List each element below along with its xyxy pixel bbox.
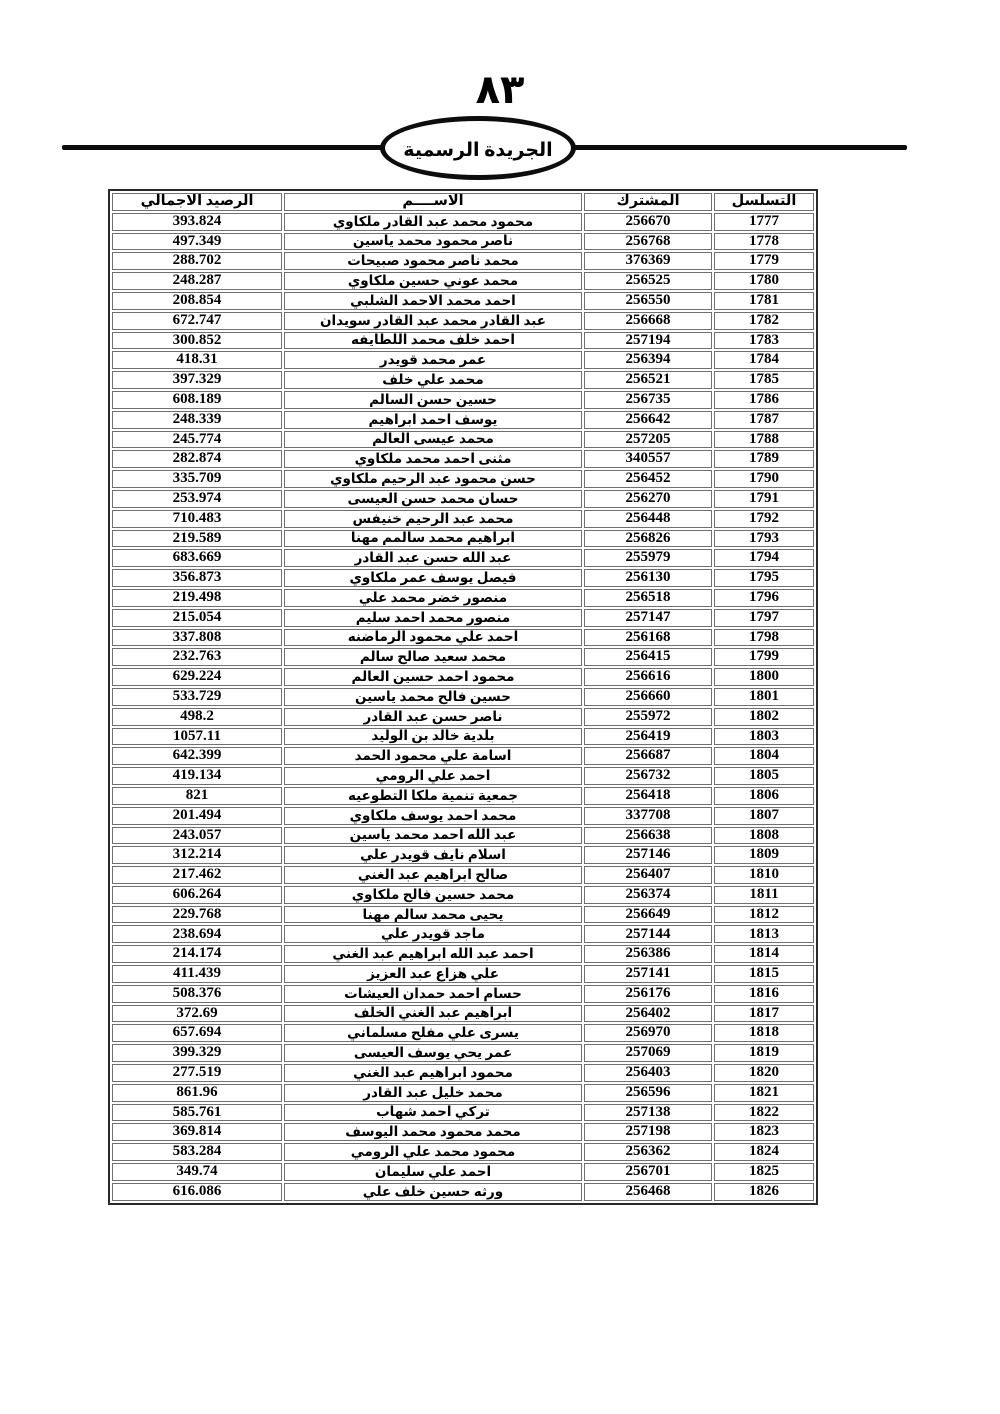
table-row [112,827,814,845]
name-cell: حسين حسن السالم [284,391,582,409]
subscriber-cell: 256130 [584,569,712,587]
serial-cell: 1813 [714,925,814,943]
serial-cell: 1816 [714,985,814,1003]
name-cell: حسن محمود عبد الرحيم ملكاوي [284,470,582,488]
balance-cell: 585.761 [112,1104,282,1122]
name-cell: محمود محمد علي الرومي [284,1143,582,1161]
name-cell: محمود ابراهيم عبد الغني [284,1064,582,1082]
balance-cell: 335.709 [112,470,282,488]
name-cell: محمد سعيد صالح سالم [284,648,582,666]
serial-cell: 1789 [714,450,814,468]
subscriber-cell: 256660 [584,688,712,706]
name-cell: حسان محمد حسن العيسى [284,490,582,508]
name-cell: اسلام نايف قويدر علي [284,846,582,864]
subscriber-cell: 255979 [584,549,712,567]
serial-cell: 1811 [714,886,814,904]
name-cell: ناصر محمود محمد ياسين [284,233,582,251]
subscriber-cell: 256419 [584,728,712,746]
name-cell: بلدية خالد بن الوليد [284,728,582,746]
name-cell: محمد علي خلف [284,371,582,389]
serial-cell: 1819 [714,1044,814,1062]
subscriber-cell: 257147 [584,609,712,627]
table-row [112,688,814,706]
balance-cell: 657.694 [112,1024,282,1042]
name-cell: ناصر حسن عبد القادر [284,708,582,726]
subscriber-cell: 256176 [584,985,712,1003]
table-row [112,906,814,924]
balance-cell: 508.376 [112,985,282,1003]
name-cell: محمود محمد عبد القادر ملكاوي [284,213,582,231]
serial-cell: 1785 [714,371,814,389]
subscriber-cell: 256616 [584,668,712,686]
table-row [112,233,814,251]
serial-cell: 1783 [714,332,814,350]
serial-cell: 1778 [714,233,814,251]
table-row [112,569,814,587]
name-cell: مثنى احمد محمد ملكاوي [284,450,582,468]
balance-cell: 349.74 [112,1163,282,1181]
serial-cell: 1777 [714,213,814,231]
subscriber-cell: 257198 [584,1123,712,1141]
serial-cell: 1803 [714,728,814,746]
table-row [112,292,814,310]
table-row [112,1084,814,1102]
balance-cell: 238.694 [112,925,282,943]
name-cell: يوسف احمد ابراهيم [284,411,582,429]
serial-cell: 1820 [714,1064,814,1082]
table-row [112,747,814,765]
table-row [112,272,814,290]
subscriber-cell: 256670 [584,213,712,231]
serial-header: التسلسل [714,193,814,211]
name-cell: محمد حسين فالح ملكاوي [284,886,582,904]
balance-cell: 821 [112,787,282,805]
subscriber-cell: 256407 [584,866,712,884]
name-cell: محمد محمود محمد اليوسف [284,1123,582,1141]
subscriber-cell: 257138 [584,1104,712,1122]
name-cell: محمد عوني حسين ملكاوي [284,272,582,290]
subscriber-cell: 257144 [584,925,712,943]
table-row [112,1104,814,1122]
balance-cell: 288.702 [112,252,282,270]
table-row [112,925,814,943]
balance-cell: 710.483 [112,510,282,528]
balance-cell: 608.189 [112,391,282,409]
table-row [112,708,814,726]
subscriber-header: المشترك [584,193,712,211]
subscriber-cell: 256638 [584,827,712,845]
table-row [112,391,814,409]
table-row [112,609,814,627]
balance-cell: 245.774 [112,431,282,449]
serial-cell: 1787 [714,411,814,429]
subscriber-cell: 256374 [584,886,712,904]
serial-cell: 1809 [714,846,814,864]
table-row [112,312,814,330]
table-row [112,629,814,647]
table-row [112,767,814,785]
table-row [112,728,814,746]
balance-cell: 219.589 [112,530,282,548]
subscriber-cell: 256468 [584,1183,712,1201]
balance-cell: 606.264 [112,886,282,904]
serial-cell: 1786 [714,391,814,409]
name-cell: ابراهيم محمد سالمم مهنا [284,530,582,548]
name-cell: عبد الله احمد محمد ياسين [284,827,582,845]
subscriber-cell: 256403 [584,1064,712,1082]
serial-cell: 1824 [714,1143,814,1161]
subscriber-cell: 337708 [584,807,712,825]
serial-cell: 1779 [714,252,814,270]
name-cell: عمر يحي يوسف العيسى [284,1044,582,1062]
name-cell: احمد خلف محمد اللطايفه [284,332,582,350]
subscriber-cell: 257141 [584,965,712,983]
serial-cell: 1790 [714,470,814,488]
balance-cell: 498.2 [112,708,282,726]
table-row [112,1163,814,1181]
serial-cell: 1815 [714,965,814,983]
balance-cell: 497.349 [112,233,282,251]
serial-cell: 1788 [714,431,814,449]
name-cell: ابراهيم عبد الغني الخلف [284,1005,582,1023]
balance-cell: 248.339 [112,411,282,429]
serial-cell: 1805 [714,767,814,785]
name-cell: محمد عبد الرحيم خنيفس [284,510,582,528]
name-cell: احمد محمد الاحمد الشلبي [284,292,582,310]
subscriber-cell: 256550 [584,292,712,310]
serial-cell: 1808 [714,827,814,845]
subscriber-cell: 256168 [584,629,712,647]
balance-cell: 1057.11 [112,728,282,746]
table-row [112,787,814,805]
subscriber-cell: 257205 [584,431,712,449]
serial-cell: 1797 [714,609,814,627]
name-cell: احمد علي محمود الرماضنه [284,629,582,647]
balance-cell: 393.824 [112,213,282,231]
table-row [112,1005,814,1023]
balance-cell: 248.287 [112,272,282,290]
name-cell: حسام احمد حمدان العيشات [284,985,582,1003]
subscriber-cell: 256732 [584,767,712,785]
balance-cell: 232.763 [112,648,282,666]
subscriber-cell: 256525 [584,272,712,290]
balance-cell: 208.854 [112,292,282,310]
serial-cell: 1796 [714,589,814,607]
serial-cell: 1799 [714,648,814,666]
table-row [112,530,814,548]
serial-cell: 1792 [714,510,814,528]
serial-cell: 1793 [714,530,814,548]
subscriber-cell: 256642 [584,411,712,429]
balance-cell: 397.329 [112,371,282,389]
table-header [112,193,814,211]
table-row [112,371,814,389]
table-row [112,668,814,686]
serial-cell: 1802 [714,708,814,726]
serial-cell: 1801 [714,688,814,706]
balance-cell: 215.054 [112,609,282,627]
serial-cell: 1794 [714,549,814,567]
subscriber-cell: 256362 [584,1143,712,1161]
serial-cell: 1800 [714,668,814,686]
serial-cell: 1814 [714,945,814,963]
table-row [112,450,814,468]
table-row [112,589,814,607]
subscriber-cell: 256649 [584,906,712,924]
subscriber-cell: 256448 [584,510,712,528]
balance-cell: 217.462 [112,866,282,884]
serial-cell: 1817 [714,1005,814,1023]
table-row [112,1143,814,1161]
balance-cell: 312.214 [112,846,282,864]
name-cell: عبد القادر محمد عبد القادر سويدان [284,312,582,330]
name-cell: اسامة علي محمود الحمد [284,747,582,765]
table-row [112,549,814,567]
balance-cell: 201.494 [112,807,282,825]
name-cell: محمود احمد حسين العالم [284,668,582,686]
name-cell: احمد علي الرومي [284,767,582,785]
table-row [112,1024,814,1042]
subscriber-cell: 256768 [584,233,712,251]
table-row [112,213,814,231]
subscriber-cell: 255972 [584,708,712,726]
banner-title: الجريدة الرسمية [403,139,553,161]
balance-cell: 672.747 [112,312,282,330]
serial-cell: 1784 [714,351,814,369]
table-body [112,213,814,1201]
serial-cell: 1798 [714,629,814,647]
serial-cell: 1807 [714,807,814,825]
subscriber-cell: 256270 [584,490,712,508]
balance-cell: 411.439 [112,965,282,983]
name-cell: علي هزاع عبد العزيز [284,965,582,983]
table-row [112,490,814,508]
serial-cell: 1791 [714,490,814,508]
gazette-banner [0,100,1000,200]
name-header: الاســــم [284,193,582,211]
table-row [112,1123,814,1141]
serial-cell: 1823 [714,1123,814,1141]
balance-cell: 861.96 [112,1084,282,1102]
subscriber-cell: 256418 [584,787,712,805]
subscriber-cell: 256970 [584,1024,712,1042]
subscriber-cell: 256452 [584,470,712,488]
balance-cell: 583.284 [112,1143,282,1161]
subscriber-cell: 256518 [584,589,712,607]
balance-cell: 356.873 [112,569,282,587]
table-row [112,866,814,884]
balance-cell: 399.329 [112,1044,282,1062]
name-cell: منصور خضر محمد علي [284,589,582,607]
table-row [112,1183,814,1201]
serial-cell: 1804 [714,747,814,765]
serial-cell: 1781 [714,292,814,310]
name-cell: تركي احمد شهاب [284,1104,582,1122]
serial-cell: 1780 [714,272,814,290]
serial-cell: 1818 [714,1024,814,1042]
serial-cell: 1826 [714,1183,814,1201]
subscriber-cell: 257069 [584,1044,712,1062]
subscriber-cell: 256701 [584,1163,712,1181]
subscriber-cell: 257146 [584,846,712,864]
balance-cell: 219.498 [112,589,282,607]
table-row [112,1044,814,1062]
table-row [112,807,814,825]
name-cell: احمد علي سليمان [284,1163,582,1181]
balance-cell: 683.669 [112,549,282,567]
balance-cell: 642.399 [112,747,282,765]
subscriber-cell: 256521 [584,371,712,389]
subscriber-cell: 257194 [584,332,712,350]
table-row [112,332,814,350]
table-row [112,648,814,666]
name-cell: يحيى محمد سالم مهنا [284,906,582,924]
table-row [112,985,814,1003]
balance-cell: 277.519 [112,1064,282,1082]
table-row [112,431,814,449]
name-cell: ورثه حسين خلف علي [284,1183,582,1201]
table-row [112,252,814,270]
subscriber-cell: 256386 [584,945,712,963]
name-cell: محمد احمد يوسف ملكاوي [284,807,582,825]
subscriber-cell: 256402 [584,1005,712,1023]
serial-cell: 1782 [714,312,814,330]
table-row [112,510,814,528]
subscriber-cell: 256394 [584,351,712,369]
name-cell: حسين فالح محمد ياسين [284,688,582,706]
subscriber-cell: 256415 [584,648,712,666]
subscribers-table [108,189,818,1205]
table-row [112,411,814,429]
subscriber-cell: 256668 [584,312,712,330]
subscriber-cell: 256687 [584,747,712,765]
serial-cell: 1825 [714,1163,814,1181]
name-cell: عمر محمد قويدر [284,351,582,369]
serial-cell: 1821 [714,1084,814,1102]
table-row [112,1064,814,1082]
balance-cell: 253.974 [112,490,282,508]
table-row [112,886,814,904]
balance-cell: 243.057 [112,827,282,845]
subscriber-cell: 256826 [584,530,712,548]
name-cell: يسرى علي مفلح مسلماني [284,1024,582,1042]
subscriber-cell: 256735 [584,391,712,409]
serial-cell: 1822 [714,1104,814,1122]
name-cell: منصور محمد احمد سليم [284,609,582,627]
balance-cell: 369.814 [112,1123,282,1141]
name-cell: جمعية تنمية ملكا التطوعيه [284,787,582,805]
name-cell: فيصل يوسف عمر ملكاوي [284,569,582,587]
table-row [112,965,814,983]
name-cell: ماجد قويدر علي [284,925,582,943]
serial-cell: 1812 [714,906,814,924]
balance-cell: 300.852 [112,332,282,350]
name-cell: محمد خليل عبد القادر [284,1084,582,1102]
name-cell: عبد الله حسن عبد القادر [284,549,582,567]
balance-cell: 616.086 [112,1183,282,1201]
subscriber-cell: 256596 [584,1084,712,1102]
balance-cell: 629.224 [112,668,282,686]
name-cell: صالح ابراهيم عبد الغني [284,866,582,884]
balance-cell: 418.31 [112,351,282,369]
balance-cell: 214.174 [112,945,282,963]
name-cell: محمد ناصر محمود صبيحات [284,252,582,270]
serial-cell: 1795 [714,569,814,587]
serial-cell: 1810 [714,866,814,884]
balance-cell: 282.874 [112,450,282,468]
balance-cell: 337.808 [112,629,282,647]
table-row [112,351,814,369]
balance-header: الرصيد الاجمالي [112,193,282,211]
balance-cell: 229.768 [112,906,282,924]
header-row [112,193,814,211]
subscriber-cell: 376369 [584,252,712,270]
balance-cell: 419.134 [112,767,282,785]
page-number: ٨٣ [475,67,525,112]
balance-cell: 372.69 [112,1005,282,1023]
serial-cell: 1806 [714,787,814,805]
subscriber-cell: 340557 [584,450,712,468]
balance-cell: 533.729 [112,688,282,706]
table-row [112,846,814,864]
name-cell: محمد عيسى العالم [284,431,582,449]
table-row [112,945,814,963]
name-cell: احمد عبد الله ابراهيم عبد الغني [284,945,582,963]
table-row [112,470,814,488]
banner-ellipse [380,116,576,180]
